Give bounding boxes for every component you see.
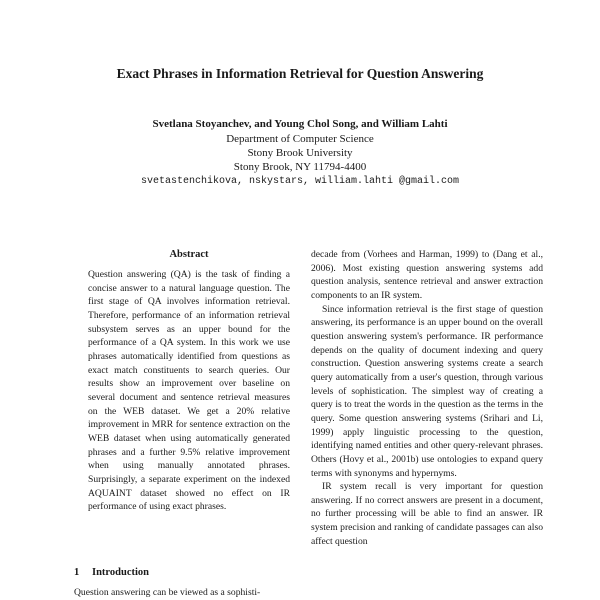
- introduction-first-line: Question answering can be viewed as a sophisti-: [74, 587, 261, 598]
- paragraph-continued: decade from (Vorhees and Harman, 1999) to (Dang et al., 2006). Most existing question answering systems add question analysis, sentence retrieval and answer extraction components to an IR system.: [311, 249, 543, 301]
- affiliation: [0, 132, 600, 175]
- author-emails: svetastenchikova, nskystars, william.lahti @gmail.com: [140, 176, 460, 187]
- paper-authors: Svetlana Stoyanchev, and Young Chol Song, and William Lahti: [152, 118, 448, 130]
- paper-title: Exact Phrases in Information Retrieval for Question Answering: [116, 66, 484, 81]
- affiliation-address: Stony Brook, NY 11794-4400: [233, 161, 367, 174]
- section-number: 1: [74, 567, 80, 578]
- right-column: [311, 248, 543, 548]
- abstract-heading: Abstract: [169, 249, 209, 260]
- section-heading-introduction: [74, 567, 149, 578]
- abstract-body: [88, 268, 290, 514]
- affiliation-university: Stony Brook University: [247, 147, 353, 160]
- introduction-body: [74, 586, 304, 600]
- affiliation-department: Department of Computer Science: [226, 133, 374, 145]
- abstract-text: Question answering (QA) is the task of finding a concise answer to a natural language question. The first stage of QA involves information retrieval. Therefore, performance of an information retrieval subsystem serves as an upper bound for the performance of a QA system. In this work we use phrases automatically identified from questions as exact match constituents to search queries. Our results show an improvement over baseline on several document and sentence retrieval measures on the WEB dataset. We get a 20% relative improvement in MRR for sentence extraction on the WEB dataset when using automatically generated phrases and a further 9.5% relative improvement when using manually annotated phrases. Surprisingly, a separate experiment on the indexed AQUAINT dataset showed no effect on IR performance of using exact phrases.: [88, 269, 290, 513]
- paragraph-ir-first-stage: Since information retrieval is the first stage of question answering, its performance is an upper bound on the overall question answering system's performance. IR performance depends on the quality of document indexing and query construction. Question answering systems create a search query automatically from a user's question, through various levels of sophistication. The simplest way of creating a query is to treat the words in the question as the terms in the query. Some question answering systems (Srihari and Li, 1999) apply linguistic processing to the question, identifying named entities and other query-relevant phrases. Others (Hovy et al., 2001b) use ontologies to expand query terms with synonyms and hypernyms.: [311, 303, 543, 479]
- section-title: Introduction: [92, 567, 149, 578]
- paragraph-ir-recall: IR system recall is very important for question answering. If no correct answers are present in a document, no further processing will be able to find an answer. IR system precision and ranking of candidate passages can also affect question: [311, 481, 543, 547]
